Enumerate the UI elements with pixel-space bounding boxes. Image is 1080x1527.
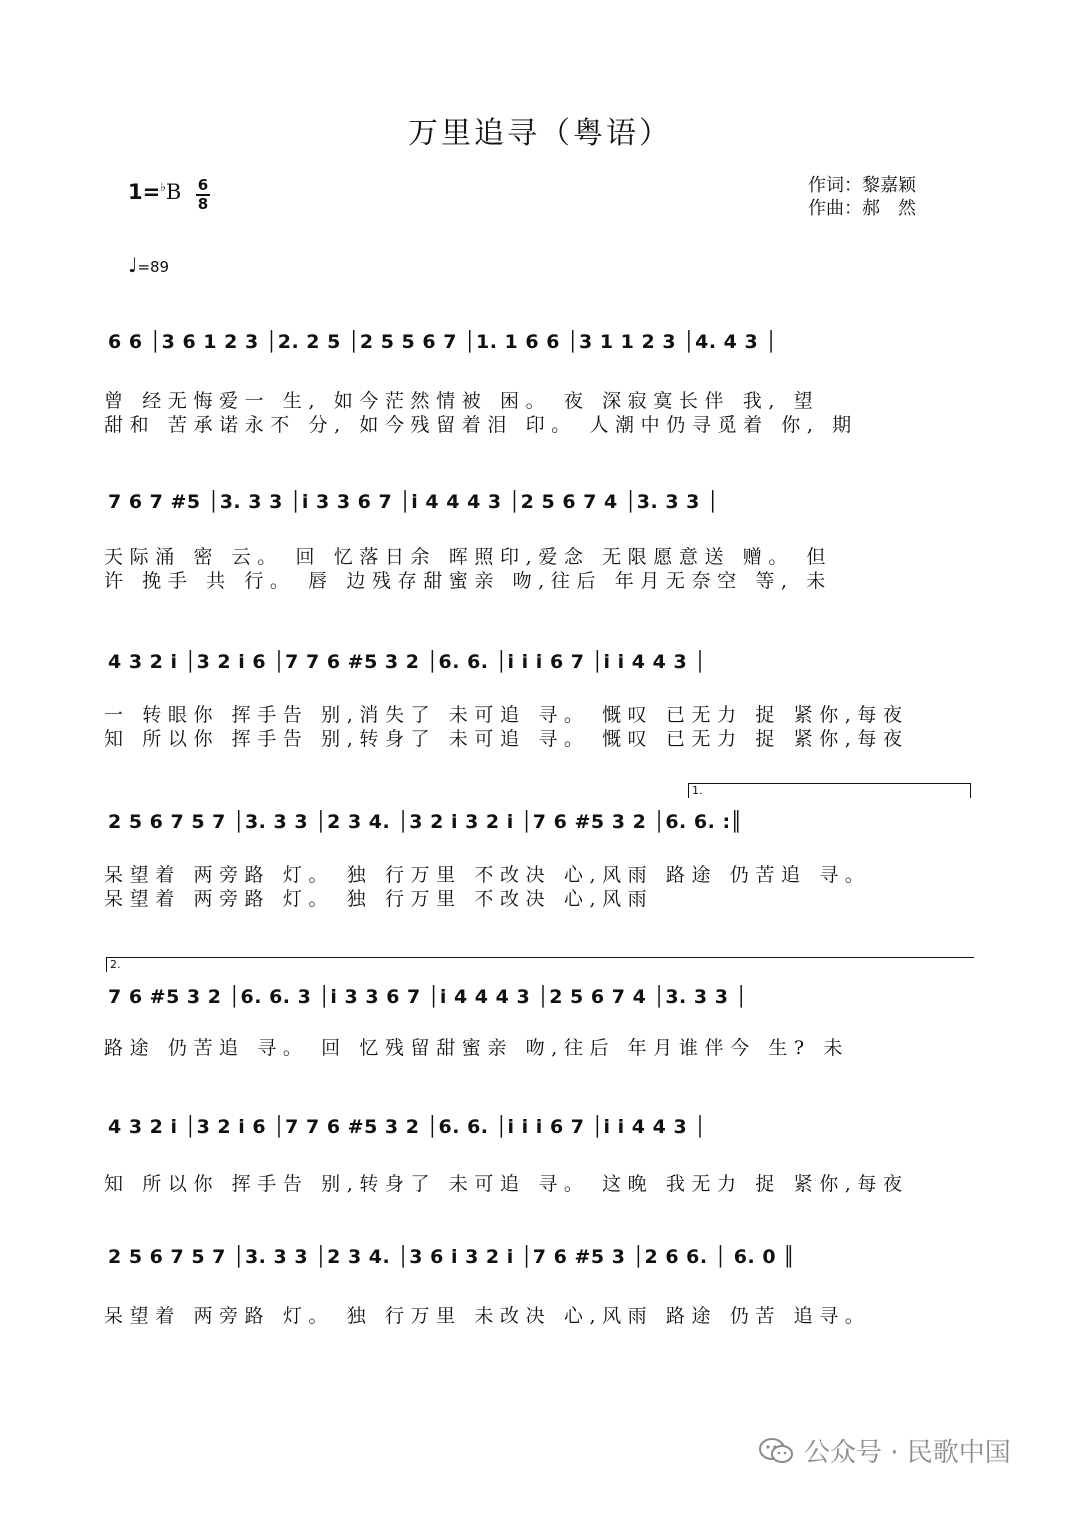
- key-signature: [128, 180, 181, 204]
- music-system: [0, 1105, 1080, 1235]
- lyric-line: 呆望着 两旁路 灯。 独 行万里 不改决 心,风雨 路途 仍苦追 寻。: [104, 864, 871, 886]
- music-system: [0, 480, 1080, 610]
- music-system: [0, 640, 1080, 770]
- lyric-line: 路途 仍苦追 寻。 回 忆残留甜蜜亲 吻,往后 年月谁伴今 生? 未: [104, 1037, 849, 1059]
- composer: 作曲：郝 然: [808, 198, 916, 219]
- notation-line: 4 3 2 i │3 2 i 6 │7 7 6 #5 3 2 │6. 6. │i i i 6 7 │i i 4 4 3 │: [108, 651, 707, 673]
- credits: [808, 174, 916, 220]
- lyric-line: 曾 经无悔爱一 生, 如今茫然情被 困。 夜 深寂寞长伴 我, 望: [104, 390, 820, 412]
- wechat-icon: [758, 1437, 794, 1465]
- lyric-line: 甜和 苦承诺永不 分, 如今残留着泪 印。 人潮中仍寻觅着 你, 期: [104, 414, 858, 436]
- key-one: 1=: [128, 180, 161, 204]
- music-system: [0, 320, 1080, 450]
- lyric-line: 知 所以你 挥手告 别,转身了 未可追 寻。 这晚 我无力 捉 紧你,每夜: [104, 1173, 909, 1195]
- watermark: [758, 1432, 1011, 1469]
- lyric-line: 呆望着 两旁路 灯。 独 行万里 未改决 心,风雨 路途 仍苦 追寻。: [104, 1305, 871, 1327]
- quarter-note-icon: ♩: [128, 253, 138, 277]
- notation-line: 7 6 7 #5 │3. 3 3 │i 3 3 6 7 │i 4 4 4 3 │2 5 6 7 4 │3. 3 3 │: [108, 491, 719, 513]
- music-system: [0, 975, 1080, 1105]
- watermark-text: 公众号 · 民歌中国: [804, 1438, 1011, 1468]
- lyric-line: 知 所以你 挥手告 别,转身了 未可追 寻。 慨叹 已无力 捉 紧你,每夜: [104, 728, 909, 750]
- lyricist: 作词：黎嘉颖: [808, 175, 916, 196]
- page-title: 万里追寻（粤语）: [408, 116, 672, 151]
- lyric-line: 一 转眼你 挥手告 别,消失了 未可追 寻。 慨叹 已无力 捉 紧你,每夜: [104, 704, 909, 726]
- notation-line: 2 5 6 7 5 7 │3. 3 3 │2 3 4. │3 2 i 3 2 i │7 6 #5 3 2 │6. 6. :║: [108, 811, 743, 833]
- notation-line: 6 6 │3 6 1 2 3 │2. 2 5 │2 5 5 6 7 │1. 1 6 6 │3 1 1 2 3 │4. 4 3 │: [108, 331, 778, 353]
- tempo-marking: [128, 253, 169, 277]
- time-signature: [196, 178, 210, 212]
- tempo-value: =89: [137, 258, 170, 276]
- notation-line: 2 5 6 7 5 7 │3. 3 3 │2 3 4. │3 6 i 3 2 i │7 6 #5 3 │2 6 6. │ 6. 0 ║: [108, 1246, 796, 1268]
- meter-top: 6: [197, 176, 209, 194]
- notation-line: 7 6 #5 3 2 │6. 6. 3 │i 3 3 6 7 │i 4 4 4 3 │2 5 6 7 4 │3. 3 3 │: [108, 986, 748, 1008]
- lyric-line: 许 挽手 共 行。 唇 边残存甜蜜亲 吻,往后 年月无奈空 等, 未: [104, 570, 832, 592]
- meter-bottom: 8: [197, 195, 209, 213]
- notation-line: 4 3 2 i │3 2 i 6 │7 7 6 #5 3 2 │6. 6. │i i i 6 7 │i i 4 4 3 │: [108, 1116, 707, 1138]
- flat-sign: ♭: [160, 180, 166, 194]
- second-ending-bracket: 2.: [106, 957, 974, 972]
- lyric-line: 呆望着 两旁路 灯。 独 行万里 不改决 心,风雨: [104, 888, 654, 910]
- music-system: [0, 800, 1080, 930]
- lyric-line: 天际涌 密 云。 回 忆落日余 晖照印,爱念 无限愿意送 赠。 但: [104, 546, 833, 568]
- music-system: [0, 1235, 1080, 1365]
- key-note: B: [165, 180, 182, 204]
- first-ending-bracket: 1.: [688, 783, 971, 798]
